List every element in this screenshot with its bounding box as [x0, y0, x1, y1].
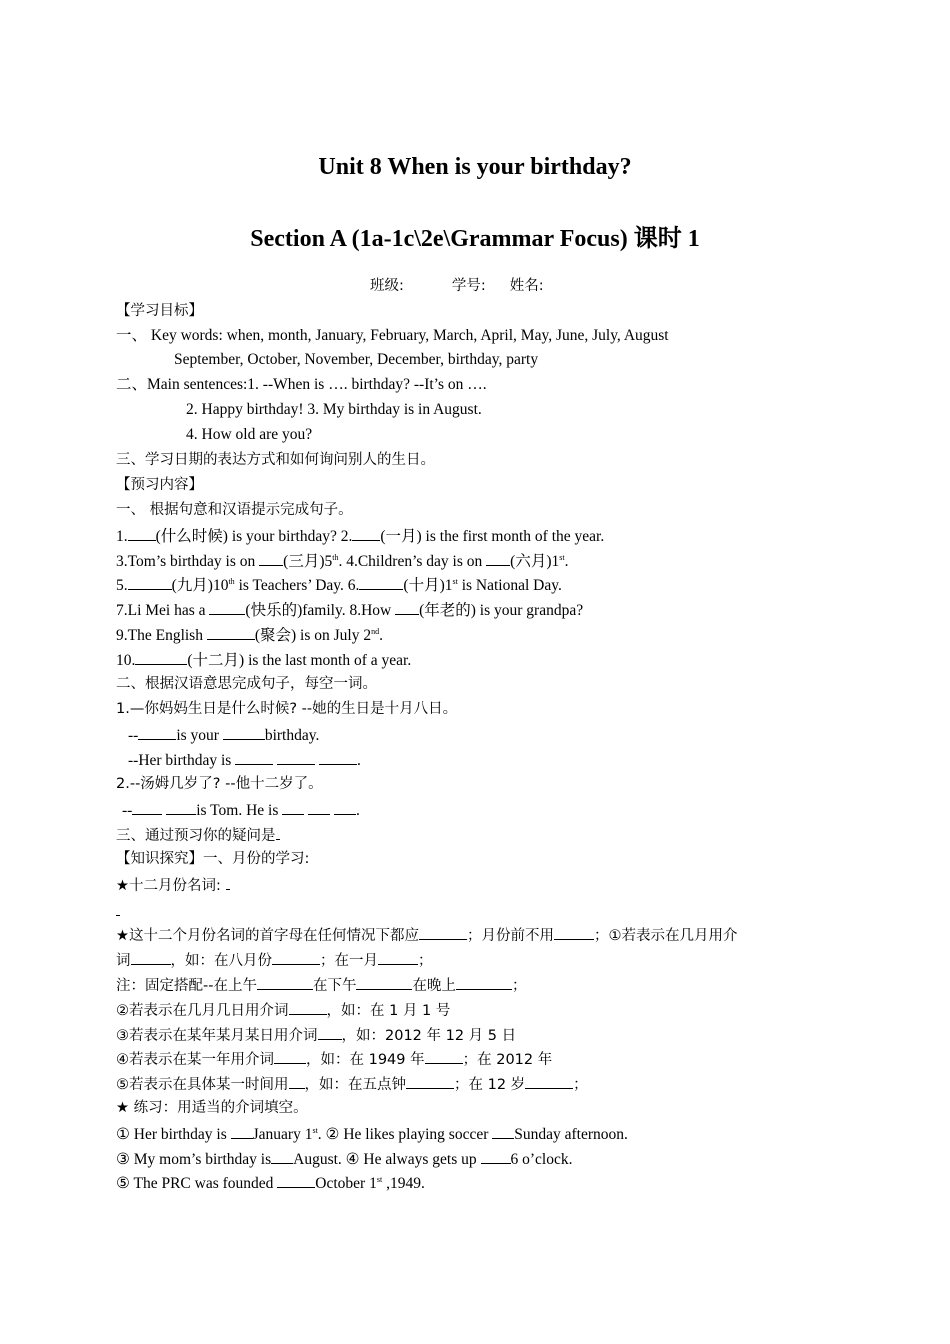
blank[interactable] [554, 924, 594, 940]
preview-part2: 二、根据汉语意思完成句子，每空一词。 [116, 676, 377, 692]
sentence-1-cn: 1.—你妈妈生日是什么时候? --她的生日是十月八日。 [116, 701, 458, 717]
blank[interactable] [289, 999, 327, 1015]
blank[interactable] [131, 949, 171, 965]
rule-3: ③若表示在某年某月某日用介词 ，如：2012 年 12 月 5 日 [116, 1024, 516, 1046]
blank[interactable] [209, 599, 245, 615]
rule-1: ★这十二个月份名词的首字母在任何情况下都应 ；月份前不用 ；①若表示在几月用介 [116, 924, 738, 946]
blank[interactable] [271, 1148, 293, 1164]
blank[interactable] [282, 799, 304, 815]
blank-line[interactable] [116, 900, 120, 916]
rule-2: ②若表示在几月几日用介词 ，如：在 1 月 1 号 [116, 999, 450, 1021]
months-star: ★十二月份名词: [116, 874, 230, 896]
goal-sentences: 二、Main sentences:1. --When is …. birthday? --It’s on …. [116, 376, 487, 393]
explore-header: 【知识探究】一、月份的学习: [116, 851, 310, 867]
blank[interactable] [128, 574, 172, 590]
class-label: 班级: [370, 278, 404, 294]
blank[interactable] [456, 974, 512, 990]
goal-keywords: 一、 Key words: when, month, January, February, March, April, May, June, July, August [116, 327, 669, 344]
goals-header: 【学习目标】 [116, 303, 203, 319]
blank[interactable] [276, 824, 280, 840]
student-number-label: 学号: [451, 278, 486, 294]
blank[interactable] [425, 1048, 463, 1064]
blank[interactable] [138, 724, 176, 740]
page-title: Unit 8 When is your birthday? [318, 154, 632, 180]
exercise-3-4: ③ My mom’s birthday is August. ④ He always gets up 6 o’clock. [116, 1148, 573, 1170]
blank[interactable] [289, 1073, 305, 1089]
blank[interactable] [257, 974, 313, 990]
page-subtitle: Section A (1a-1c\2e\Grammar Focus) 课时 1 [250, 226, 700, 252]
blank[interactable] [378, 949, 418, 965]
blank[interactable] [223, 724, 265, 740]
sentence-2: -- is Tom. He is . [122, 799, 360, 821]
exercise-header: ★ 练习：用适当的介词填空。 [116, 1100, 308, 1116]
blank[interactable] [231, 1123, 253, 1139]
goal-three: 三、学习日期的表达方式和如何询问别人的生日。 [116, 452, 435, 468]
question-1-2: 1. (什么时候) is your birthday? 2. (一月) is the first month of the year. [116, 525, 604, 547]
blank[interactable] [166, 799, 196, 815]
preview-part1: 一、 根据句意和汉语提示完成句子。 [116, 502, 353, 518]
blank[interactable] [359, 574, 403, 590]
question-5-6: 5. (九月)10th is Teachers’ Day. 6. (十月)1st is National Day. [116, 574, 562, 596]
blank[interactable] [259, 550, 283, 566]
question-3-4: 3.Tom’s birthday is on (三月)5th. 4.Children’s day is on (六月)1st. [116, 550, 568, 572]
blank[interactable] [525, 1073, 573, 1089]
rule-1-cont: 词 ，如：在八月份 ；在一月 ； [116, 949, 433, 971]
blank[interactable] [272, 949, 320, 965]
blank[interactable] [277, 749, 315, 765]
rule-5: ⑤若表示在具体某一时间用 ，如：在五点钟 ；在 12 岁 ； [116, 1073, 588, 1095]
name-label: 姓名: [509, 278, 544, 294]
blank[interactable] [277, 1172, 315, 1188]
preview-part3: 三、通过预习你的疑问是 [116, 824, 280, 846]
goal-keywords-cont: September, October, November, December, birthday, party [174, 351, 539, 368]
blank[interactable] [406, 1073, 454, 1089]
blank[interactable] [352, 525, 380, 541]
blank[interactable] [492, 1123, 514, 1139]
blank[interactable] [274, 1048, 306, 1064]
sentence-1-q: -- is your birthday. [128, 724, 319, 746]
question-10: 10. (十二月) is the last month of a year. [116, 649, 411, 671]
blank[interactable] [135, 649, 187, 665]
blank[interactable] [481, 1148, 511, 1164]
rule-note: 注：固定搭配--在上午 在下午 在晚上 ； [116, 974, 526, 996]
blank[interactable] [334, 799, 356, 815]
sentence-1-a: --Her birthday is . [128, 749, 361, 771]
blank[interactable] [395, 599, 419, 615]
question-7-8: 7.Li Mei has a (快乐的)family. 8.How (年老的) is your grandpa? [116, 599, 583, 621]
blank[interactable] [226, 874, 230, 890]
goal-sentences-2: 2. Happy birthday! 3. My birthday is in August. [186, 401, 482, 418]
goal-sentences-3: 4. How old are you? [186, 426, 313, 443]
blank[interactable] [308, 799, 330, 815]
rule-4: ④若表示在某一年用介词 ，如：在 1949 年 ；在 2012 年 [116, 1048, 552, 1070]
info-line [370, 276, 544, 296]
blank[interactable] [486, 550, 510, 566]
blank[interactable] [318, 1024, 342, 1040]
question-9: 9.The English (聚会) is on July 2nd. [116, 624, 383, 646]
blank[interactable] [207, 624, 255, 640]
sentence-2-cn: 2.--汤姆几岁了? --他十二岁了。 [116, 776, 323, 792]
exercise-1-2: ① Her birthday is January 1st. ② He likes playing soccer Sunday afternoon. [116, 1123, 628, 1145]
blank[interactable] [128, 525, 156, 541]
blank[interactable] [235, 749, 273, 765]
preview-header: 【预习内容】 [116, 477, 203, 493]
blank[interactable] [319, 749, 357, 765]
blank[interactable] [419, 924, 467, 940]
blank[interactable] [132, 799, 162, 815]
blank[interactable] [356, 974, 412, 990]
exercise-5: ⑤ The PRC was founded October 1st ,1949. [116, 1172, 425, 1194]
